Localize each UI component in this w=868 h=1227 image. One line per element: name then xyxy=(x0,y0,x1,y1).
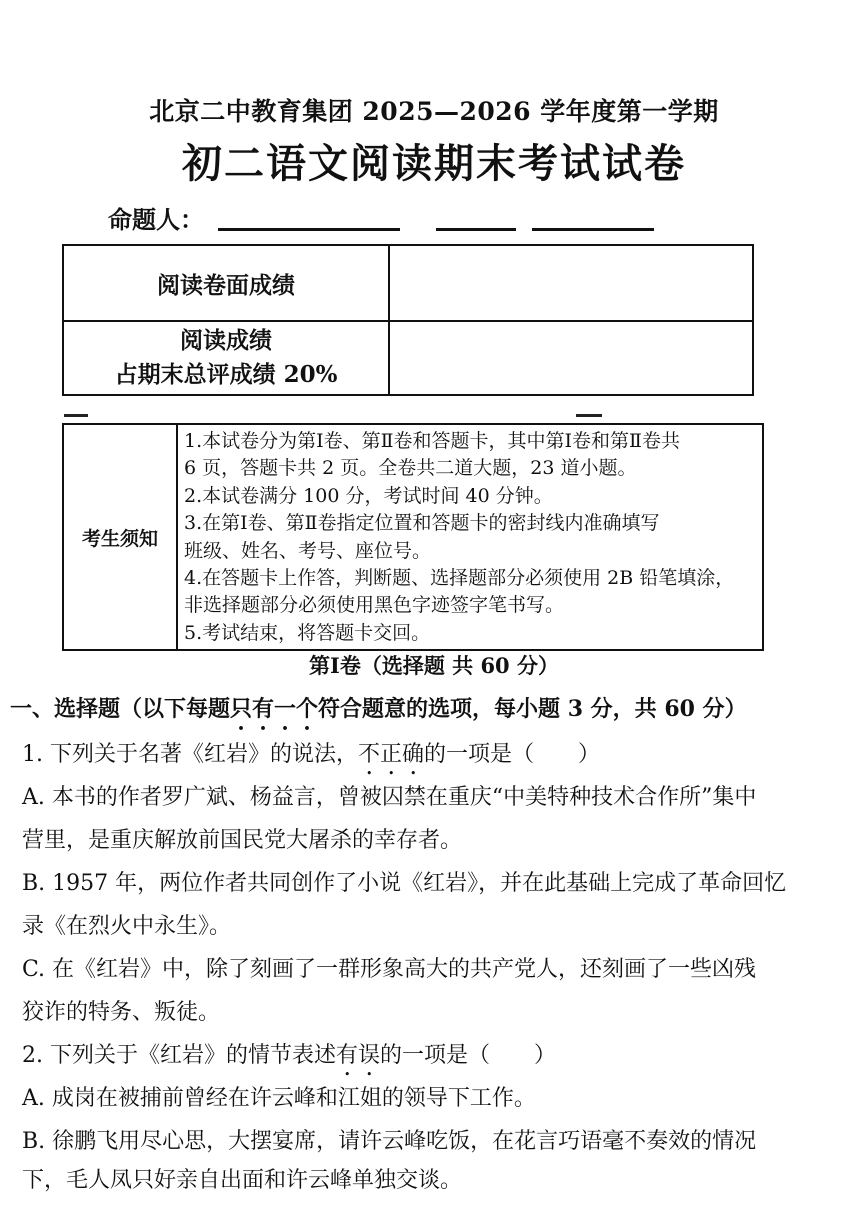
question-2-stem xyxy=(22,1038,556,1081)
scan-mark xyxy=(576,414,602,417)
question-2-emphasis: 有误 xyxy=(335,1043,380,1068)
question-1-option-c-line2: 狡诈的特务、叛徒。 xyxy=(22,1000,221,1025)
exam-title: 初二语文阅读期末考试试卷 xyxy=(182,140,686,187)
notice-line: 非选择题部分必须使用黑色字迹签字笔书写。 xyxy=(184,594,565,617)
question-2-post: 的一项是（ ） xyxy=(380,1043,557,1068)
score-label-paper: 阅读卷面成绩 xyxy=(63,245,389,321)
author-name-blank-3 xyxy=(532,228,654,231)
notice-line: 5.考试结束，将答题卡交回。 xyxy=(184,621,431,644)
section-title: 第Ⅰ卷（选择题 共 60 分） xyxy=(309,653,559,678)
question-2-option-b-line2: 下，毛人凤只好亲自出面和许云峰单独交谈。 xyxy=(22,1168,463,1193)
score-label-reading-line1: 阅读成绩 xyxy=(180,327,272,354)
question-1-emphasis: 不正确 xyxy=(358,742,425,767)
question-1-pre: 1. 下列关于名著《红岩》的说法， xyxy=(22,742,358,767)
score-field-reading[interactable] xyxy=(389,321,753,395)
question-1-option-a-line1: A. 本书的作者罗广斌、杨益言，曾被囚禁在重庆“中美特种技术合作所”集中 xyxy=(22,785,757,810)
author-name-blank-2 xyxy=(436,228,516,231)
notice-table xyxy=(62,423,764,651)
score-label-reading xyxy=(63,321,389,395)
question-1-stem xyxy=(22,737,600,780)
question-1-option-a-line2: 营里，是重庆解放前国民党大屠杀的幸存者。 xyxy=(22,828,463,853)
section-heading xyxy=(10,692,747,735)
question-2-option-a: A. 成岗在被捕前曾经在许云峰和江姐的领导下工作。 xyxy=(22,1086,536,1111)
notice-label: 考生须知 xyxy=(63,424,177,650)
notice-line: 4.在答题卡上作答，判断题、选择题部分必须使用 2B 铅笔填涂， xyxy=(184,567,735,590)
question-1-option-b-line2: 录《在烈火中永生》。 xyxy=(22,914,232,939)
section-heading-post: 符合题意的选项，每小题 3 分，共 60 分） xyxy=(318,696,747,722)
notice-line: 3.在第Ⅰ卷、第Ⅱ卷指定位置和答题卡的密封线内准确填写 xyxy=(184,512,660,535)
notice-line: 6 页，答题卡共 2 页。全卷共二道大题，23 道小题。 xyxy=(184,457,637,480)
question-2-option-b-line1: B. 徐鹏飞用尽心思，大摆宴席，请许云峰吃饭，在花言巧语毫不奏效的情况 xyxy=(22,1129,757,1154)
question-1-option-b-line1: B. 1957 年，两位作者共同创作了小说《红岩》，并在此基础上完成了革命回忆 xyxy=(22,871,787,896)
school-term-title: 北京二中教育集团 2025—2026 学年度第一学期 xyxy=(149,97,719,126)
notice-line: 1.本试卷分为第Ⅰ卷、第Ⅱ卷和答题卡，其中第Ⅰ卷和第Ⅱ卷共 xyxy=(184,430,680,452)
author-name-blank-1 xyxy=(218,228,400,231)
question-1-option-c-line1: C. 在《红岩》中，除了刻画了一群形象高大的共产党人，还刻画了一些凶残 xyxy=(22,957,757,982)
notice-body xyxy=(177,424,763,650)
question-2-pre: 2. 下列关于《红岩》的情节表述 xyxy=(22,1043,336,1068)
score-label-reading-line2: 占期末总评成绩 20% xyxy=(114,361,338,388)
scan-mark xyxy=(64,414,88,417)
score-table xyxy=(62,244,754,396)
notice-line: 2.本试卷满分 100 分，考试时间 40 分钟。 xyxy=(184,484,553,507)
section-heading-pre: 一、选择题（以下每题 xyxy=(10,696,231,722)
section-heading-emphasis: 只有一个 xyxy=(230,696,319,722)
score-field-paper[interactable] xyxy=(389,245,753,321)
notice-line: 班级、姓名、考号、座位号。 xyxy=(184,539,432,562)
author-label: 命题人： xyxy=(108,205,204,234)
question-1-post: 的一项是（ ） xyxy=(424,742,601,767)
